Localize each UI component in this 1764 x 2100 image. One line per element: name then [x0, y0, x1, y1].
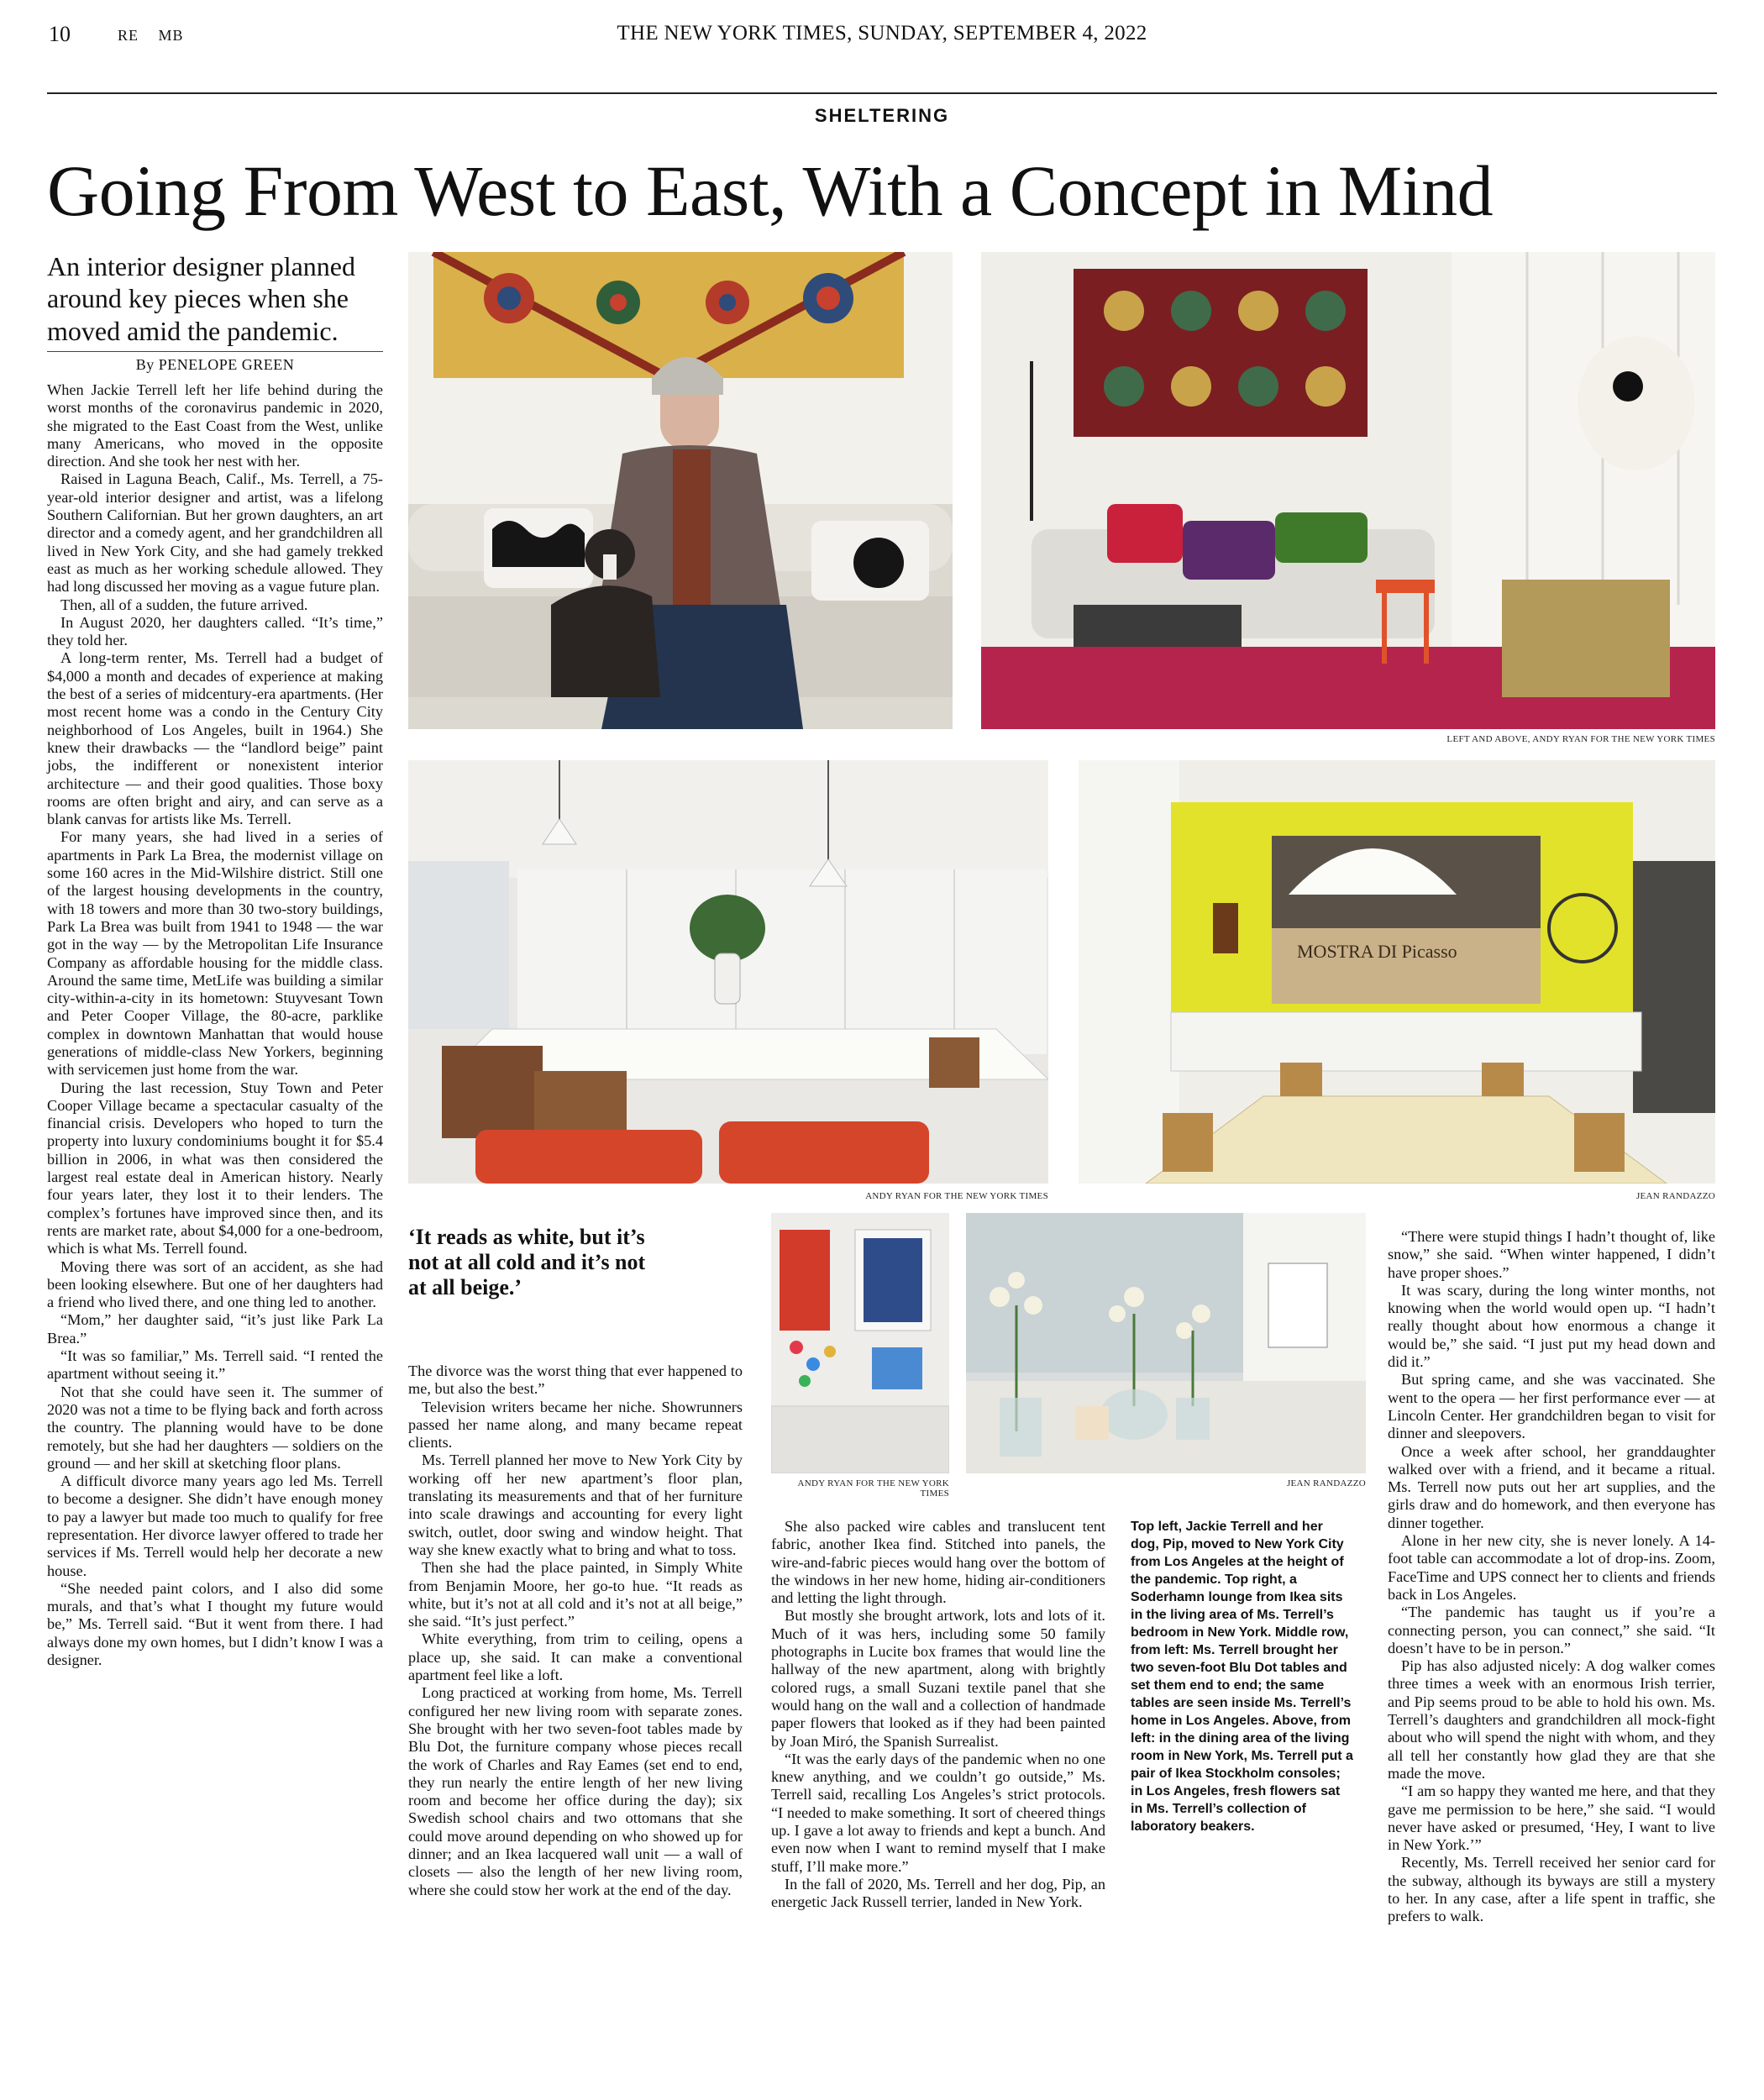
paragraph: During the last recession, Stuy Town and Peter Cooper Village became a spectacular casualty of the financial crisis. Developers who hoped to turn the property into luxury condominiums bought it for $5.4 billion in 2006, in what was then considered the largest real estate deal in American history. Nearly four years later, they lost it to their lenders. The complex’s fortunes have improved since then, and its rents are market rate, about $4,000 for a one-bedroom, which is what Ms. Terrell found. — [47, 1079, 383, 1257]
edition-code: MB — [158, 27, 184, 44]
dateline: THE NEW YORK TIMES, SUNDAY, SEPTEMBER 4, 2022 — [617, 22, 1147, 45]
paragraph: Raised in Laguna Beach, Calif., Ms. Terrell, a 75-year-old interior designer and artist, was a lifelong Southern Californian. But her grown daughters, an art director and a comedy agent, and her grandchildren all lived in New York City, and she had gamely trekked east as much as her working schedule allowed. They had long discussed her moving as a vague future plan. — [47, 470, 383, 596]
paragraph: White everything, from trim to ceiling, opens a place up, she said. It can make a conventional apartment feel like a loft. — [408, 1630, 743, 1684]
paragraph: But spring came, and she was vaccinated. She went to the opera — her first performance ever — at Lincoln Center. Her grandchildren began to visit for dinner and sleepovers. — [1388, 1371, 1715, 1442]
paragraph: Then, all of a sudden, the future arrived. — [60, 596, 308, 613]
photo-caption: Top left, Jackie Terrell and her dog, Pip, moved to New York City from Los Angeles at the height of the pandemic. Top right, a Soderhamn lounge from Ikea sits in the living area of Ms. Terrell’s bedroom in New York. Middle row, from left: Ms. Terrell brought her two seven-foot Blu Dot tables and set them end to end; the same tables are seen inside Ms. Terrell’s home in Los Angeles. Above, from left: in the dining area of the living room in New York, Ms. Terrell put a pair of Ikea Stockholm consoles; in Los Angeles, fresh flowers sat in Ms. Terrell’s collection of laboratory beakers. — [1131, 1520, 1353, 1834]
paragraph: A long-term renter, Ms. Terrell had a budget of $4,000 a month and decades of experience at making the best of a series of midcentury-era apartments. (Her most recent home was a condo in the Century City neighborhood of Los Angeles, built in 1964.) She knew their drawbacks — the “landlord beige” paint jobs, the indifferent or nonexistent interior architecture — and their good qualities. Those boxy rooms are often bright and airy, and can serve as a blank canvas for artists like Ms. Terrell. — [47, 649, 383, 828]
headline: Going From West to East, With a Concept in Mind — [47, 150, 1494, 231]
deck: An interior designer planned around key pieces when she moved amid the pandemic. — [47, 251, 355, 346]
paragraph: Once a week after school, her granddaughter walked over with a friend, and it became a ritual. Ms. Terrell now puts out her art supplies, and the girls draw and do homework, and then everyone has dinner together. — [1388, 1442, 1715, 1531]
paragraph: Then she had the place painted, in Simply White from Benjamin Moore, her go-to hue. “It reads as white, but it’s not at all cold and it’s not at all beige,” she said. “It’s just perfect.” — [408, 1559, 743, 1630]
photo-terrell-with-dog — [408, 252, 953, 729]
article-column-3 — [771, 1518, 1105, 1912]
photo-la-dining — [1079, 760, 1715, 1184]
article-column-1 — [47, 381, 383, 1669]
photo-credit: JEAN RANDAZZO — [1286, 1478, 1366, 1488]
header-rule — [47, 92, 1717, 94]
paragraph: “I am so happy they wanted me here, and that they gave me permission to be here,” she said. “I would never have asked or presumed, ‘Hey, I want to live in New York.’” — [1388, 1782, 1715, 1854]
paragraph: For many years, she had lived in a series of apartments in Park La Brea, the modernist village on some 160 acres in the Mid-Wilshire district. Still one of the largest housing developments in the country, with 18 towers and more than 30 two-story buildings, Park La Brea was built from 1941 to 1948 — the war got in the way — by the Metropolitan Life Insurance Company as affordable housing for the middle class. Around the same time, MetLife was building a similar city-within-a-city in its hometown: Stuyvesant Town and Peter Cooper Village, the 80-acre, parklike complex in downtown Manhattan that would house generations of middle-class New Yorkers, beginning with servicemen just home from the war. — [47, 828, 383, 1079]
paragraph: “There were stupid things I hadn’t thought of, like snow,” she said. “When winter happened, I didn’t have proper shoes.” — [1388, 1228, 1715, 1281]
paragraph: Long practiced at working from home, Ms. Terrell configured her new living room with separate zones. She brought with her two seven-foot tables made by Blu Dot, the furniture company whose pieces recall the work of Charles and Ray Eames (set end to end, they run nearly the entire length of her new living room and become her office during the day); six Swedish school chairs and two ottomans that she could move around depending on who showed up for dinner; and an Ikea lacquered wall unit — a wall of closets — also the length of her new living room, where she could stow her work at the end of the day. — [408, 1684, 743, 1898]
pull-quote: ‘It reads as white, but it’s not at all cold and it’s not at all beige.’ — [408, 1225, 646, 1299]
paragraph: A difficult divorce many years ago led Ms. Terrell to become a designer. She didn’t have enough money to pay a lawyer but made too much to qualify for free representation. Her divorce lawyer offered to trade her services if Ms. Terrell would help her decorate a new house. — [47, 1473, 383, 1579]
paragraph: In the fall of 2020, Ms. Terrell and her dog, Pip, an energetic Jack Russell terrier, landed in New York. — [771, 1875, 1105, 1911]
paragraph: “It was so familiar,” Ms. Terrell said. “I rented the apartment without seeing it.” — [47, 1347, 383, 1383]
byline-rule — [47, 351, 383, 352]
paragraph: The divorce was the worst thing that ever happened to me, but also the best.” — [408, 1362, 743, 1398]
photo-credit: JEAN RANDAZZO — [1635, 1191, 1715, 1201]
section-label: SHELTERING — [814, 105, 950, 126]
paragraph: “She needed paint colors, and I also did some murals, and that’s what I thought my future would be,” Ms. Terrell said. “But it went from there. I had always done my own homes, but I didn’t know I was a designer. — [47, 1579, 383, 1669]
photo-credit: ANDY RYAN FOR THE NEW YORK TIMES — [797, 1478, 949, 1499]
photo-credit: LEFT AND ABOVE, ANDY RYAN FOR THE NEW YORK TIMES — [1446, 734, 1715, 744]
byline: By PENELOPE GREEN — [135, 356, 295, 373]
paragraph: Moving there was sort of an accident, as she had been looking elsewhere. But one of her daughters had a friend who lived there, and one thing led to another. — [47, 1257, 383, 1311]
edition-code: RE — [118, 27, 139, 44]
paragraph: Ms. Terrell planned her move to New York City by working off her new apartment’s floor plan, translating its measurements and that of her furniture into scale drawings and accounting for every light switch, outlet, door swing and window height. That way she knew exactly what to bring and what to toss. — [408, 1452, 743, 1558]
paragraph: She also packed wire cables and translucent tent fabric, another Ikea find. Stitched into panels, the wire-and-fabric pieces would hang over the bottom of the windows in her new home, hiding air-conditioners and letting the light through. — [771, 1518, 1105, 1607]
photo-credit: ANDY RYAN FOR THE NEW YORK TIMES — [865, 1191, 1048, 1201]
paragraph: “The pandemic has taught us if you’re a connecting person, you can connect,” she said. “It doesn’t have to be in person.” — [1388, 1604, 1715, 1656]
page-number: 10 — [49, 22, 71, 46]
paragraph: When Jackie Terrell left her life behind during the worst months of the coronavirus pandemic in 2020, she migrated to the East Coast from the West, unlike many Americans, who moved in the opposite direction. And she took her nest with her. — [47, 381, 383, 470]
paragraph: But mostly she brought artwork, lots and lots of it. Much of it was hers, including some 50 family photographs in Lucite box frames that would line the hallway of the new apartment, along with brightly colored rugs, a small Suzani textile panel that she would hang on the wall and a collection of handmade paper flowers that looked as if they had been painted by Joan Miró, the Spanish Surrealist. — [771, 1607, 1105, 1750]
photo-bedroom-lounge — [981, 252, 1715, 729]
paragraph: “It was the early days of the pandemic when no one knew anything, and we couldn’t go outside,” Ms. Terrell said, recalling Los Angeles’s strict protocols. “I needed to make something. It sort of cheered things up. I gave a lot away to friends and kept a bunch. And even now when I want to remind myself that I make stuff, I’ll make more.” — [771, 1750, 1105, 1875]
article-column-2 — [408, 1362, 743, 1899]
photo-la-flowers — [966, 1213, 1366, 1473]
poster-text: MOSTRA DI Picasso — [1297, 941, 1457, 962]
paragraph: “Mom,” her daughter said, “it’s just like Park La Brea.” — [47, 1311, 383, 1347]
paragraph: Not that she could have seen it. The summer of 2020 was not a time to be flying back and forth across the country. The planning would have to be done remotely, but she had her daughters — soldiers on the ground — and her skill at sketching floor plans. — [47, 1383, 383, 1472]
photo-ny-dining — [408, 760, 1048, 1184]
paragraph: In August 2020, her daughters called. “It’s time,” they told her. — [47, 613, 383, 649]
paragraph: It was scary, during the long winter months, not knowing when the world would open up. “I hadn’t really thought about how enormous a change it would be,” she said. “I just put my head down and did it.” — [1388, 1281, 1715, 1371]
photo-ny-console — [771, 1213, 949, 1473]
article-column-4 — [1388, 1228, 1715, 1926]
paragraph: Television writers became her niche. Showrunners passed her name along, and many became repeat clients. — [408, 1398, 743, 1452]
paragraph: Alone in her new city, she is never lonely. A 14-foot table can accommodate a lot of drop-ins. Zoom, FaceTime and UPS connect her to clients and friends back in Los Angeles. — [1388, 1532, 1715, 1603]
paragraph: Recently, Ms. Terrell received her senior card for the subway, although its byways are still a mystery to her. In any case, after a life spent in traffic, she prefers to walk. — [1388, 1854, 1715, 1925]
paragraph: Pip has also adjusted nicely: A dog walker comes three times a week with an enormous Irish terrier, and Pip seems proud to be able to hold his own. Ms. Terrell’s daughters and grandchildren all mock-fight about who will spend the night with whom, and they all tell her constantly how glad they are that she made the move. — [1388, 1657, 1715, 1782]
